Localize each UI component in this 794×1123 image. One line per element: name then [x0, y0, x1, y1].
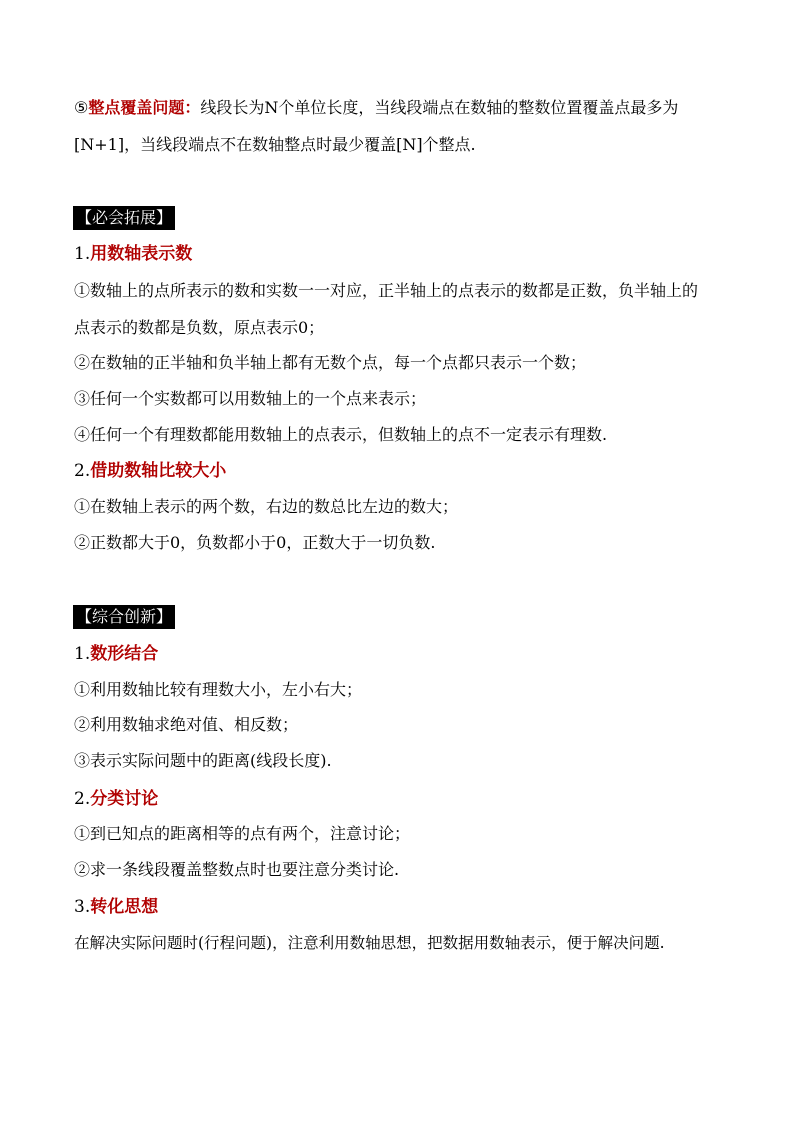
circled-number: ⑤	[74, 98, 89, 117]
heading-number: 2.	[74, 789, 91, 809]
intro-line-1	[74, 98, 678, 118]
heading-title: 用数轴表示数	[90, 244, 193, 264]
paragraph: 点表示的数都是负数，原点表示0；	[74, 318, 325, 337]
paragraph: ②正数都大于0，负数都小于0，正数大于一切负数.	[74, 533, 436, 552]
section2-heading-2	[74, 788, 158, 810]
section2-heading-3	[74, 896, 158, 918]
paragraph: ①在数轴上表示的两个数，右边的数总比左边的数大；	[74, 497, 459, 516]
section1-heading-2	[74, 460, 226, 482]
heading-title: 数形结合	[90, 644, 159, 664]
section1-heading-1	[74, 243, 192, 265]
paragraph: ②在数轴的正半轴和负半轴上都有无数个点，每一个点都只表示一个数；	[74, 353, 587, 372]
paragraph: ①数轴上的点所表示的数和实数一一对应，正半轴上的点表示的数都是正数，负半轴上的	[74, 281, 699, 300]
heading-title: 分类讨论	[90, 789, 159, 809]
intro-text: 线段长为N个单位长度，当线段端点在数轴的整数位置覆盖点最多为	[200, 98, 679, 117]
paragraph: ①到已知点的距离相等的点有两个，注意讨论；	[74, 824, 411, 843]
intro-bold-term: 整点覆盖问题：	[88, 98, 201, 117]
paragraph: ③任何一个实数都可以用数轴上的一个点来表示；	[74, 389, 427, 408]
intro-line-2: [N+1]，当线段端点不在数轴整点时最少覆盖[N]个整点.	[74, 135, 476, 154]
section-tag-extension: 【必会拓展】	[73, 206, 175, 230]
heading-number: 3.	[74, 897, 91, 917]
heading-title: 借助数轴比较大小	[90, 461, 227, 481]
paragraph: ②利用数轴求绝对值、相反数；	[74, 715, 299, 734]
heading-number: 1.	[74, 244, 91, 264]
paragraph: ④任何一个有理数都能用数轴上的点表示，但数轴上的点不一定表示有理数.	[74, 425, 608, 444]
heading-number: 2.	[74, 461, 91, 481]
paragraph: ③表示实际问题中的距离(线段长度).	[74, 751, 332, 770]
heading-title: 转化思想	[90, 897, 159, 917]
section2-heading-1	[74, 643, 158, 665]
paragraph: ①利用数轴比较有理数大小，左小右大；	[74, 680, 363, 699]
section-tag-innovation: 【综合创新】	[73, 605, 175, 629]
paragraph: 在解决实际问题时(行程问题)，注意利用数轴思想，把数据用数轴表示，便于解决问题.	[74, 934, 665, 952]
paragraph: ②求一条线段覆盖整数点时也要注意分类讨论.	[74, 860, 400, 879]
heading-number: 1.	[74, 644, 91, 664]
